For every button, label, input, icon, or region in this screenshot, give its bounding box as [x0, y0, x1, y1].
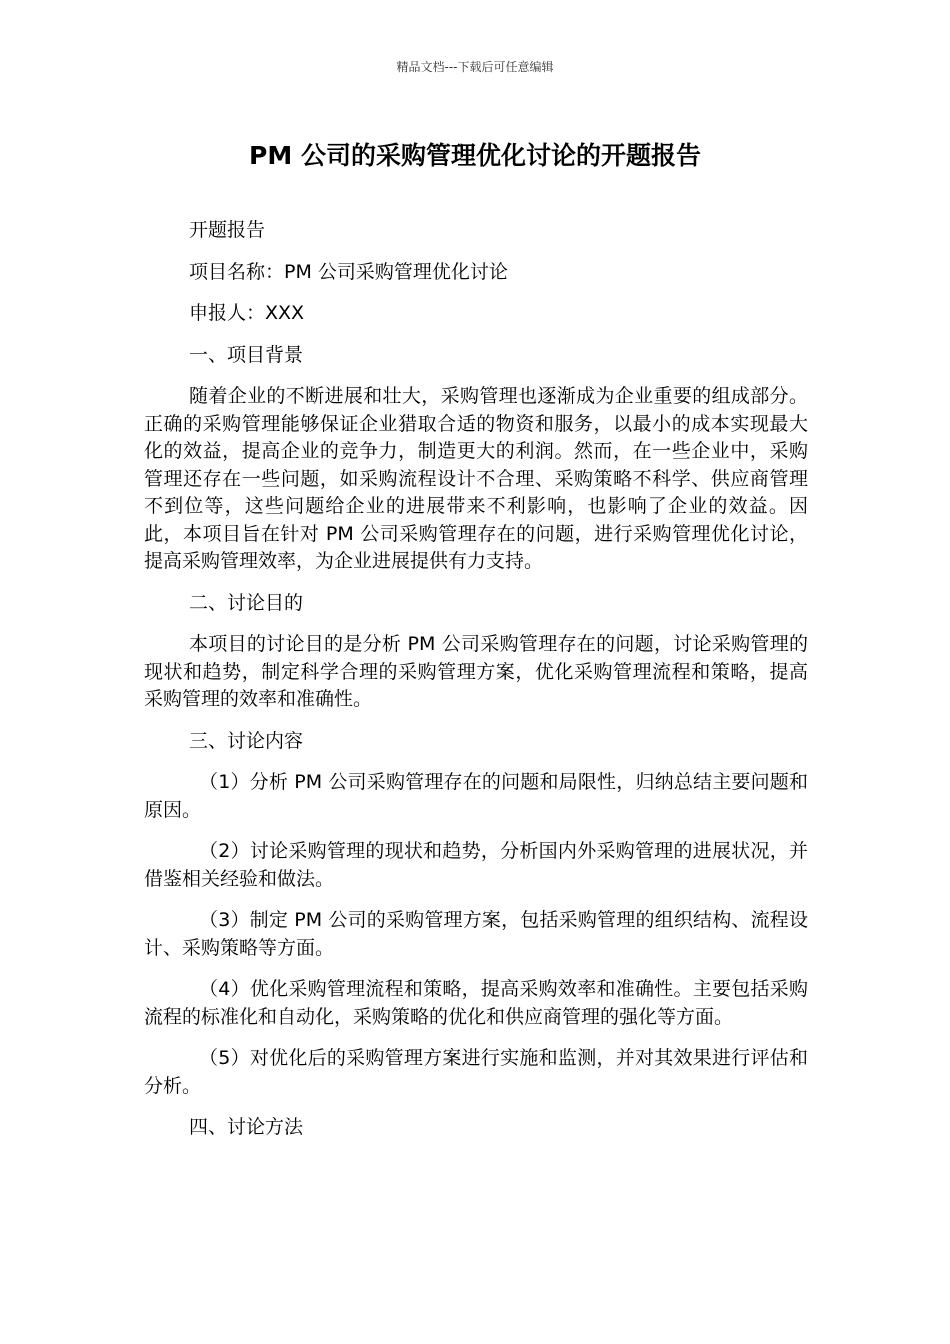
section-heading-background: 一、项目背景	[189, 343, 304, 366]
section-heading-methods: 四、讨论方法	[189, 1116, 304, 1138]
content-item-1: （1）分析 PM 公司采购管理存在的问题和局限性，归纳总结主要问题和原因。	[144, 771, 808, 821]
purpose-paragraph: 本项目的讨论目的是分析 PM 公司采购管理存在的问题，讨论采购管理的现状和趋势，制定科学合理的采购管理方案，优化采购管理流程和策略，提高采购管理的效率和准确性。	[144, 633, 808, 710]
section-heading-content: 三、讨论内容	[189, 729, 304, 752]
content-item-5: （5）对优化后的采购管理方案进行实施和监测，并对其效果进行评估和分析。	[144, 1047, 808, 1097]
section-heading-purpose: 二、讨论目的	[189, 591, 304, 614]
header-note: 精品文档---下载后可任意编辑	[396, 60, 554, 74]
background-paragraph: 随着企业的不断进展和壮大，采购管理也逐渐成为企业重要的组成部分。正确的采购管理能够保证企业猎取合适的物资和服务，以最小的成本实现最大化的效益，提高企业的竞争力，制造更大的利润。然而，在一些企业中，采购管理还存在一些问题，如采购流程设计不合理、采购策略不科学、供应商管理不到位等，这些问题给企业的进展带来不利影响，也影响了企业的效益。因此，本项目旨在针对 PM 公司采购管理存在的问题，进行采购管理优化讨论，提高采购管理效率，为企业进展提供有力支持。	[144, 385, 808, 572]
report-label: 开题报告	[189, 219, 266, 241]
applicant: 申报人：XXX	[189, 302, 305, 324]
content-item-3: （3）制定 PM 公司的采购管理方案，包括采购管理的组织结构、流程设计、采购策略等方面。	[144, 909, 808, 959]
document-title: PM 公司的采购管理优化讨论的开题报告	[249, 141, 701, 170]
project-name: 项目名称：PM 公司采购管理优化讨论	[189, 260, 508, 283]
content-item-2: （2）讨论采购管理的现状和趋势，分析国内外采购管理的进展状况，并借鉴相关经验和做法。	[144, 840, 808, 890]
content-item-4: （4）优化采购管理流程和策略，提高采购效率和准确性。主要包括采购流程的标准化和自动化，采购策略的优化和供应商管理的强化等方面。	[144, 978, 808, 1028]
document-body	[144, 217, 808, 1156]
